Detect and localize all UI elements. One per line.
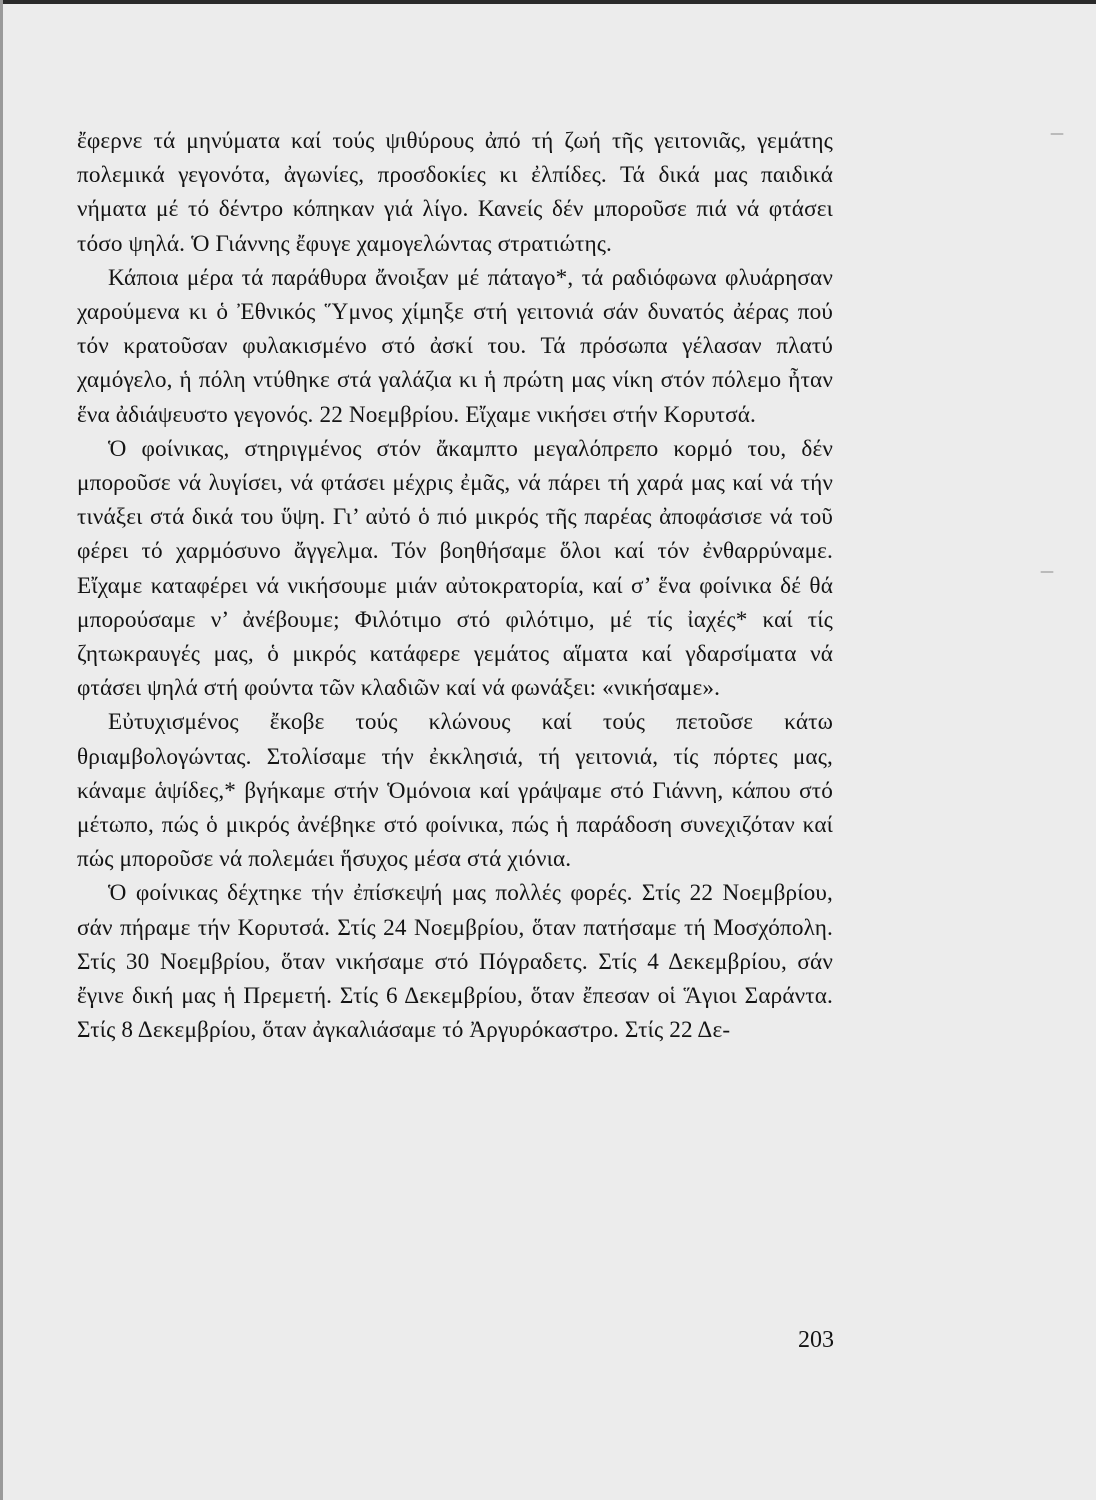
- margin-tick-mark: —: [1040, 564, 1054, 580]
- paragraph-3: Ὁ φοίνικας, στηριγμένος στόν ἄκαμπτο μεγαλόπρεπο κορμό του, δέν μποροῦσε νά λυγίσει, νά φτάσει μέχρις ἐμᾶς, νά πάρει τή χαρά μας καί νά τήν τινάξει στά δικά του ὕψη. Γι’ αὐτό ὁ πιό μικρός τῆς παρέας ἀποφάσισε νά τοῦ φέρει τό χαρμόσυνο ἄγγελμα. Τόν βοηθήσαμε ὅλοι καί τόν ἐνθαρρύναμε. Εἴχαμε καταφέρει νά νικήσουμε μιάν αὐτοκρατορία, καί σ’ ἕνα φοίνικα δέ θά μπορούσαμε ν’ ἀνέβουμε; Φιλότιμο στό φιλότιμο, μέ τίς ἰαχές* καί τίς ζητωκραυγές μας, ὁ μικρός κατάφερε γεμάτος αἵματα καί γδαρσίματα νά φτάσει ψηλά στή φούντα τῶν κλαδιῶν καί νά φωνάξει: «νικήσαμε».: [77, 435, 833, 702]
- paragraph-1: ἔφερνε τά μηνύματα καί τούς ψιθύρους ἀπό τή ζωή τῆς γειτονιᾶς, γεμάτης πολεμικά γεγονότα, ἀγωνίες, προσδοκίες κι ἐλπίδες. Τά δικά μας παιδικά νήματα μέ τό δέντρο κόπηκαν γιά λίγο. Κανείς δέν μποροῦσε πιά νά φτάσει τόσο ψηλά. Ὁ Γιάννης ἔφυγε χαμογελώντας στρατιώτης.: [77, 128, 833, 257]
- page-body-text: [77, 124, 833, 1047]
- paragraph-4: Εὐτυχισμένος ἔκοβε τούς κλώνους καί τούς πετοῦσε κάτω θριαμβολογώντας. Στολίσαμε τήν ἐκκλησιά, τή γειτονιά, τίς πόρτες μας, κάναμε ἁψίδες,* βγήκαμε στήν Ὁμόνοια καί γράψαμε στό Γιάννη, κάπου στό μέτωπο, πώς ὁ μικρός ἀνέβηκε στό φοίνικα, πώς ἡ παράδοση συνεχιζόταν καί πώς μποροῦσε νά πολεμάει ἥσυχος μέσα στά χιόνια.: [77, 709, 833, 873]
- paragraph-5: Ὁ φοίνικας δέχτηκε τήν ἐπίσκεψή μας πολλές φορές. Στίς 22 Νοεμβρίου, σάν πήραμε τήν Κορυτσά. Στίς 24 Νοεμβρίου, ὅταν πατήσαμε τή Μοσχόπολη. Στίς 30 Νοεμβρίου, ὅταν νικήσαμε στό Πόγραδετς. Στίς 4 Δεκεμβρίου, σάν ἔγινε δική μας ἡ Πρεμετή. Στίς 6 Δεκεμβρίου, ὅταν ἔπεσαν οἱ Ἅγιοι Σαράντα. Στίς 8 Δεκεμβρίου, ὅταν ἀγκαλιάσαμε τό Ἀργυρόκαστρο. Στίς 22 Δε-: [77, 880, 833, 1044]
- page-number: 203: [798, 1327, 834, 1353]
- paragraph-2: Κάποια μέρα τά παράθυρα ἄνοιξαν μέ πάταγο*, τά ραδιόφωνα φλυάρησαν χαρούμενα κι ὁ Ἐθνικός Ὕμνος χίμηξε στή γειτονιά σάν δυνατός ἀέρας πού τόν κρατοῦσαν φυλακισμένο στό ἀσκί του. Τά πρόσωπα γέλασαν πλατύ χαμόγελο, ἡ πόλη ντύθηκε στά γαλάζια κι ἡ πρώτη μας νίκη στόν πόλεμο ἦταν ἕνα ἀδιάψευστο γεγονός. 22 Νοεμβρίου. Εἴχαμε νικήσει στήν Κορυτσά.: [77, 264, 833, 428]
- scan-left-edge: [0, 0, 3, 1500]
- margin-tick-mark: —: [1050, 126, 1064, 142]
- scan-top-border: [0, 0, 1096, 4]
